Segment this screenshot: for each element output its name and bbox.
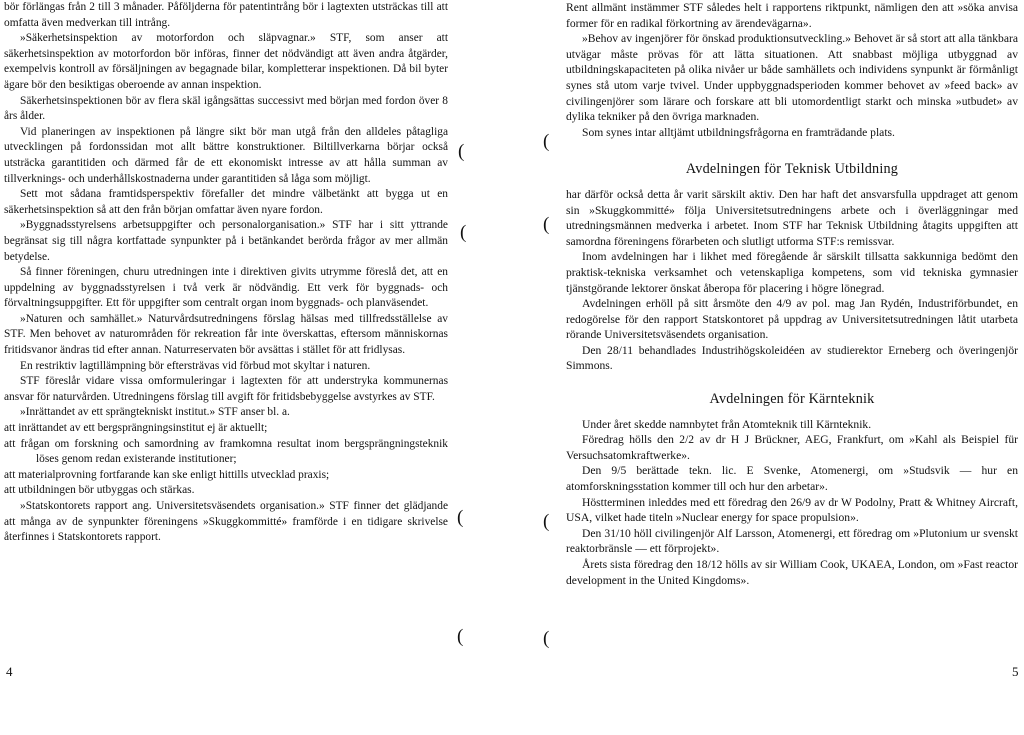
- binding-mark: (: [543, 628, 550, 649]
- paragraph: Den 9/5 berättade tekn. lic. E Svenke, Atomenergi, om »Studsvik — hur en atomforskningsstation kommer till och hur den arbetar».: [566, 464, 1018, 494]
- paragraph: har därför också detta år varit särskilt aktiv. Den har haft det ansvarsfulla uppdraget att genom sin »Skuggkommitté» följa Universitetsutredningens arbete och i överläggningar med utredningsmännen medverka i arbetet. Inom STF har Teknisk Utbildning åtagits uppgiften att samordna föreningens förarbeten och slutligt utforma STF:s remissvar.: [566, 187, 1018, 248]
- right-page-column: [566, 0, 1018, 588]
- paragraph: Årets sista föredrag den 18/12 hölls av sir William Cook, UKAEA, London, om »Fast reactor development in the United Kingdoms».: [566, 558, 1018, 587]
- binding-mark: (: [543, 511, 550, 532]
- binding-mark: (: [543, 131, 550, 152]
- list-item: att materialprovning fortfarande kan ske enligt hittills utvecklad praxis;: [4, 468, 330, 481]
- paragraph: »Inrättandet av ett sprängtekniskt institut.» STF anser bl. a.: [20, 406, 290, 419]
- paragraph: Höstterminen inleddes med ett föredrag den 26/9 av dr W Podolny, Pratt & Whitney Aircraft, USA, vilket hade titeln »Nuclear energy for space propulsion».: [566, 495, 1018, 525]
- paragraph: »Byggnadsstyrelsens arbetsuppgifter och personalorganisation.» STF har i sitt yttrande begränsat sig till några kortfattade synpunkter på i betänkandet berörda frågor av mer allmän betydelse.: [4, 219, 448, 263]
- binding-mark: (: [543, 214, 550, 235]
- paragraph: Under året skedde namnbytet från Atomteknik till Kärnteknik.: [582, 417, 872, 431]
- paragraph: STF föreslår vidare vissa omformuleringar i lagtexten för att understryka kommunernas ansvar för naturvården. Utredningens förslag till avgift för fritidsbebyggelse avstyrkes av STF.: [4, 375, 448, 403]
- section-heading-teknisk-utbildning: Avdelningen för Teknisk Utbildning: [685, 161, 899, 178]
- paragraph: Säkerhetsinspektionen bör av flera skäl igångsättas successivt med början med fordon över 8 års ålder.: [4, 94, 448, 123]
- paragraph: En restriktiv lagtillämpning bör eftersträvas vid förbud mot skyltar i naturen.: [20, 359, 371, 372]
- left-page-column: [4, 0, 448, 546]
- paragraph: Sett mot sådana framtidsperspektiv förefaller det mindre välbetänkt att bygga ut en säkerhetsinspektion så att den från början omfattar även nyare fordon.: [4, 188, 448, 216]
- paragraph: Föredrag hölls den 2/2 av dr H J Brückner, AEG, Frankfurt, om »Kahl als Beispiel für Versuchsatomkraftwerke».: [566, 433, 1018, 462]
- binding-mark: (: [458, 141, 465, 162]
- binding-mark: (: [460, 222, 467, 243]
- list-item: att inrättandet av ett bergsprängningsinstitut ej är aktuellt;: [4, 422, 268, 435]
- binding-mark: (: [457, 626, 464, 647]
- paragraph: Rent allmänt instämmer STF således helt i rapportens riktpunkt, nämligen den att »söka anvisa former för en radikal förkortning av ärendevägarna».: [566, 1, 1018, 30]
- page-number-right: 5: [1012, 664, 1019, 679]
- paragraph: Den 31/10 höll civilingenjör Alf Larsson, Atomenergi, ett föredrag om »Plutonium ur svenskt reaktorbränsle — ett förprojekt».: [566, 526, 1018, 556]
- paragraph: Så finner föreningen, churu utredningen inte i direktiven givits utrymme föreslå det, att en uppdelning av byggnadsstyrelsen i två verk är nödvändig. Ett verk för byggnads- och förvaltningsuppgifter. Ett för uppgifter som centralt organ inom byggnads- och planväsendet.: [4, 266, 448, 310]
- paragraph: »Naturen och samhället.» Naturvårdsutredningens förslag hälsas med tillfredsställelse av STF. Men behovet av naturområden för rekreation får inte överskattas, eftersom människornas fritidsvanor ändras tid efter annan. Naturreservaten bör avsättas i stället för att fridlysas.: [4, 312, 448, 357]
- binding-mark: (: [457, 507, 464, 528]
- list-item: att utbildningen bör utbyggas och stärkas.: [4, 484, 195, 497]
- paragraph: Vid planeringen av inspektionen på längre sikt bör man utgå från den alldeles påtagliga utvecklingen på fordonssidan mot allt bättre konstruktioner. Biltillverkarna börjar också utsträcka garantitiden och därmed får de ett ekonomiskt intresse av att hålla summan av tillverknings- och underhållskostnaderna under garantitiden så låga som möjligt.: [4, 125, 448, 185]
- paragraph: »Statskontorets rapport ang. Universitetsväsendets organisation.» STF finner det glädjande att många av de synpunkter föreningens »Skuggkommitté» framförde i en tidigare skrivelse återfinnes i Statskontorets rapport.: [4, 500, 448, 544]
- page-number-left: 4: [6, 664, 13, 679]
- paragraph: »Säkerhetsinspektion av motorfordon och släpvagnar.» STF, som anser att säkerhetsinspektion av motorfordon bör införas, finner det nödvändigt att även andra åtgärder, exempelvis kontroll av försäljningen av begagnade bilar, kompletterar inspektionen. Då bil byter ägare bör den besiktigas oberoende av annan inspektion.: [4, 32, 448, 91]
- list-item: att frågan om forskning och samordning av framkomna resultat inom bergsprängningsteknik löses genom redan existerande institutioner;: [4, 437, 448, 466]
- paragraph: Avdelningen erhöll på sitt årsmöte den 4/9 av pol. mag Jan Rydén, Industriförbundet, en redogörelse för den rapport Statskontoret på uppdrag av Universitetsutredningen låtit utarbeta rörande Universitetsväsendets organisation.: [566, 297, 1018, 342]
- paragraph: Inom avdelningen har i likhet med föregående år särskilt tillsatta sakkunniga bedömt den praktisk-tekniska verksamhet och vetenskapliga kompetens, som vid tekniska gymnasier tjänstgörande lektorer önskat åberopa för placering i högre lönegrad.: [566, 250, 1018, 295]
- paragraph: bör förlängas från 2 till 3 månader. Påföljderna för patentintrång bör i lagtexten utsträckas till att omfatta även medverkan till intrång.: [4, 1, 448, 29]
- paragraph: Som synes intar alltjämt utbildningsfrågorna en framträdande plats.: [582, 125, 895, 139]
- paragraph: »Behov av ingenjörer för önskad produktionsutveckling.» Behovet är så stort att alla tänkbara utvägar måste prövas för att lätta situationen. Att snabbast möjliga utbyggnad av utbildningskapaciteten på olika nivåer ur både samhällets och individens synpunkt är förmånligt synes stå utom varje tvivel. Under uppbyggnadsperioden kommer behovet av »feed back» av civilingenjörer som lärare och forskare att bli utomordentligt starkt och minska »utbudet» av dylika tekniker på den övriga marknaden.: [566, 32, 1018, 124]
- section-heading-karnteknik: Avdelningen för Kärnteknik: [709, 391, 875, 408]
- paragraph: Den 28/11 behandlades Industrihögskoleidéen av studierektor Erneberg och överingenjör Simmons.: [566, 343, 1018, 373]
